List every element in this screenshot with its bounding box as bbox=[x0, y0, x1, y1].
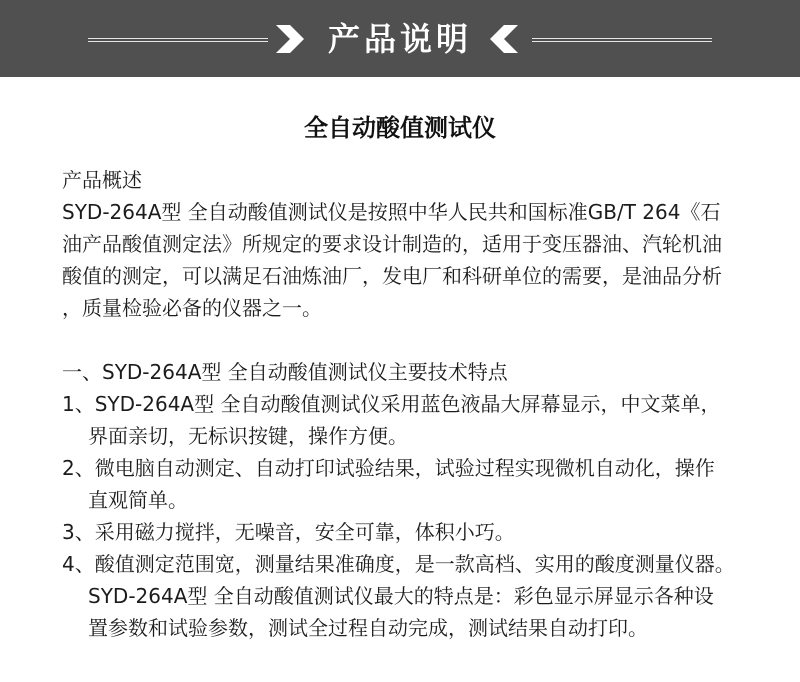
feature-line: 3、采用磁力搅拌，无噪音，安全可靠，体积小巧。 bbox=[62, 520, 515, 544]
feature-line: 1、SYD-264A型 全自动酸值测试仪采用蓝色液晶大屏幕显示，中文菜单， bbox=[62, 392, 721, 416]
banner-left-arrow-icon bbox=[276, 25, 308, 53]
feature-line: 置参数和试验参数，测试全过程自动完成，测试结果自动打印。 bbox=[88, 616, 648, 640]
banner-title: 产品说明 bbox=[327, 20, 472, 58]
header-banner bbox=[0, 0, 800, 77]
banner-left-rule bbox=[88, 38, 268, 42]
document-title: 全自动酸值测试仪 bbox=[304, 114, 496, 142]
overview-line: ，质量检验必备的仪器之一。 bbox=[62, 296, 322, 320]
banner-right-rule bbox=[532, 38, 712, 42]
feature-line: 4、酸值测定范围宽，测量结果准确度，是一款高档、实用的酸度测量仪器。 bbox=[62, 552, 735, 576]
overview-line: SYD-264A型 全自动酸值测试仪是按照中华人民共和国标准GB/T 264《石 bbox=[62, 200, 721, 224]
banner-right-arrow-icon bbox=[486, 25, 518, 53]
overview-line: 酸值的测定，可以满足石油炼油厂，发电厂和科研单位的需要，是油品分析 bbox=[62, 264, 722, 288]
overview-line: 油产品酸值测定法》所规定的要求设计制造的，适用于变压器油、汽轮机油 bbox=[62, 232, 722, 256]
feature-line: 2、微电脑自动测定、自动打印试验结果，试验过程实现微机自动化，操作 bbox=[62, 456, 715, 480]
feature-line: 界面亲切，无标识按键，操作方便。 bbox=[88, 424, 408, 448]
features-heading: 一、SYD-264A型 全自动酸值测试仪主要技术特点 bbox=[62, 360, 508, 384]
overview-heading: 产品概述 bbox=[62, 168, 142, 192]
feature-line: 直观简单。 bbox=[88, 488, 188, 512]
feature-line: SYD-264A型 全自动酸值测试仪最大的特点是：彩色显示屏显示各种设 bbox=[88, 584, 714, 608]
